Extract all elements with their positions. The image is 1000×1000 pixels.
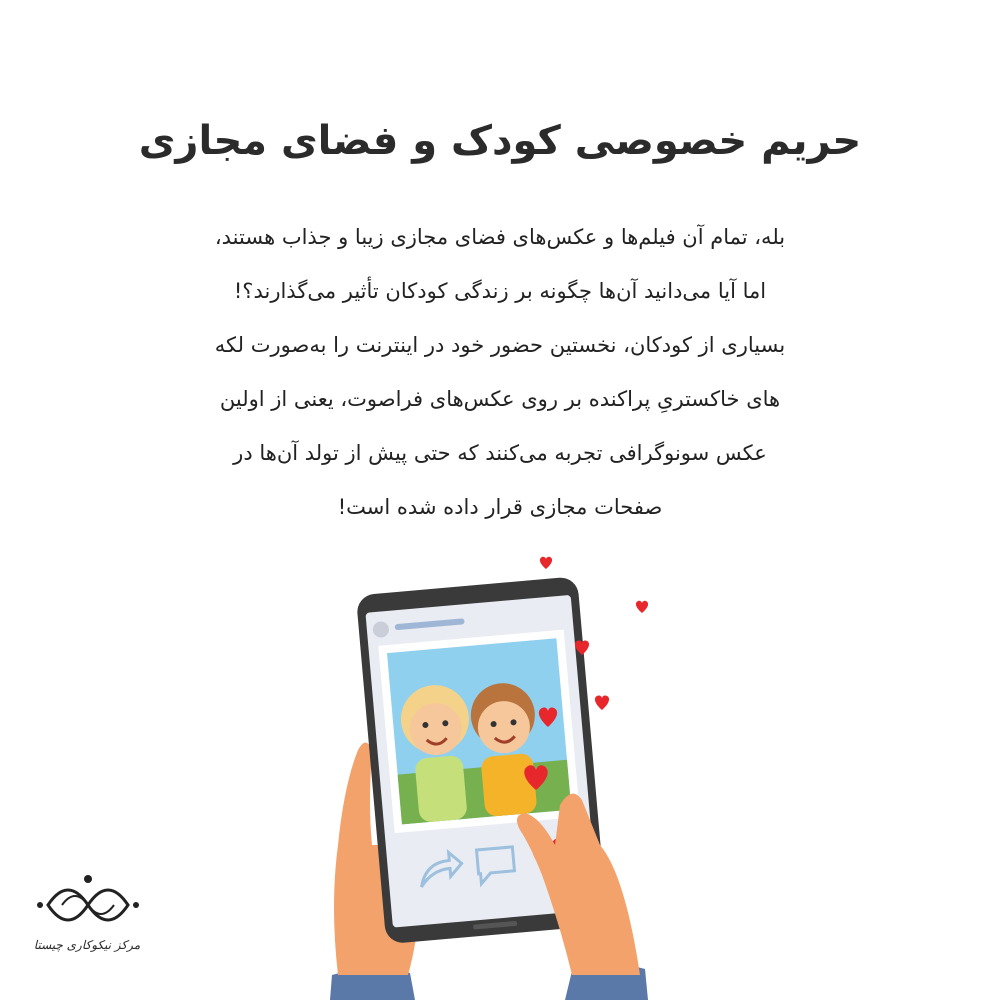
logo-caption: مرکز نیکوکاری چیستا [33,938,141,952]
paragraph-line: صفحات مجازی قرار داده شده است! [337,495,663,519]
paragraph-line: های خاکستریِ پراکنده بر روی عکس‌های فراصوت، یعنی از اولین [219,387,781,411]
organization-logo [28,865,148,975]
heart-icon [636,601,648,613]
post-title: حریم خصوصی کودک و فضای مجازی [138,118,862,164]
phone-illustration [310,545,710,1000]
paragraph-line: بله، تمام آن فیلم‌ها و عکس‌های فضای مجازی زیبا و جذاب هستند، [214,225,786,249]
heart-icon [595,695,609,710]
paragraph-line: بسیاری از کودکان، نخستین حضور خود در اینترنت را به‌صورت لکه [214,333,786,357]
heart-icon [540,557,552,569]
paragraph-line: اما آیا می‌دانید آن‌ها چگونه بر زندگی کودکان تأثیر می‌گذارند؟! [233,279,767,303]
paragraph-line: عکس سونوگرافی تجربه می‌کنند که حتی پیش از تولد آن‌ها در [233,441,767,465]
post-paragraph [80,210,920,534]
